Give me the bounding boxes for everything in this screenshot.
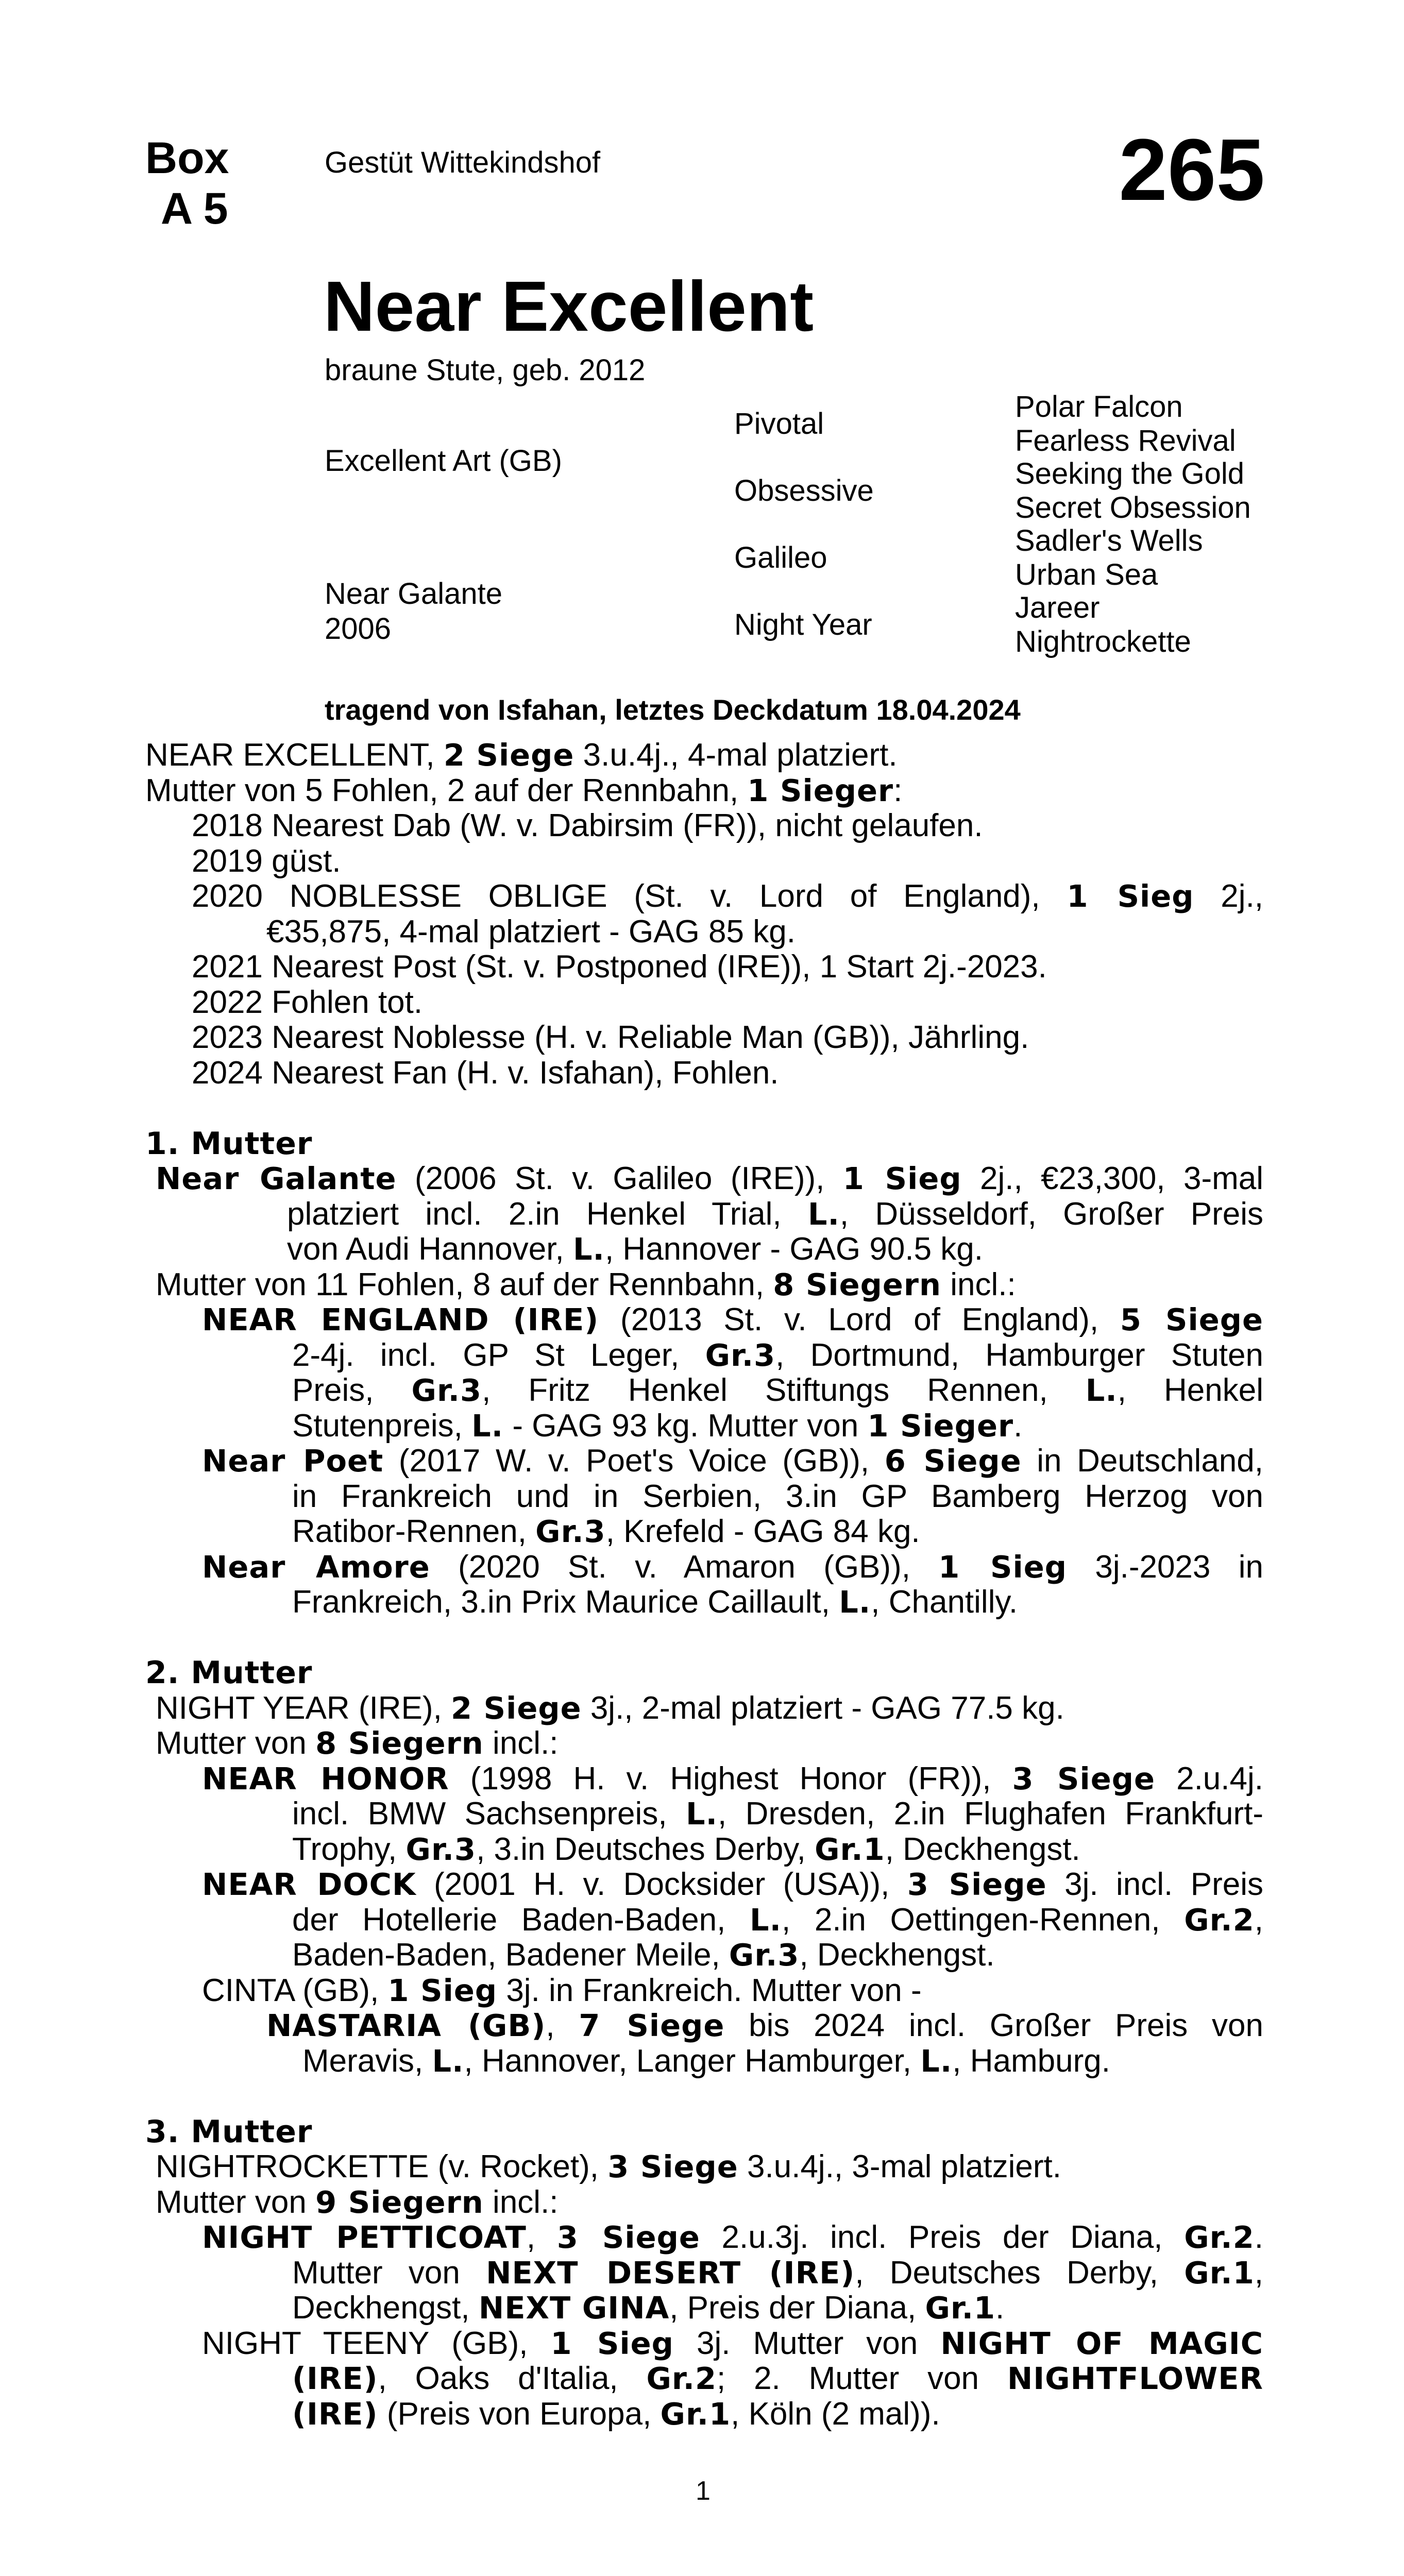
- bold-text: L.: [839, 1584, 871, 1620]
- covering-note: tragend von Isfahan, letztes Deckdatum 18.04.2024: [325, 693, 1021, 726]
- text-segment: 2024 Nearest Fan (H. v. Isfahan), Fohlen.: [192, 1055, 779, 1091]
- bold-text: Near Amore: [202, 1549, 430, 1585]
- text-segment: (2020 St. v. Amaron (GB)),: [430, 1549, 939, 1585]
- text-line: [145, 1973, 1263, 2009]
- text-segment: , Dortmund, Hamburger Stuten: [775, 1337, 1263, 1373]
- text-segment: , Chantilly.: [871, 1584, 1018, 1620]
- bold-text: L.: [807, 1196, 840, 1232]
- bold-text: 8 Siegern: [315, 1725, 484, 1761]
- bold-text: NEXT DESERT (IRE): [486, 2255, 855, 2291]
- text-line: [145, 2361, 1263, 2397]
- text-segment: Trophy,: [292, 1831, 406, 1867]
- text-segment: , Henkel: [1117, 1373, 1263, 1408]
- stud-name: Gestüt Wittekindshof: [325, 146, 601, 179]
- bold-text: Near Galante: [156, 1161, 397, 1196]
- text-line: [145, 1232, 1263, 1267]
- text-segment: 3j. Mutter von: [673, 2326, 941, 2361]
- text-segment: 2j., €23,300, 3-mal: [961, 1161, 1263, 1196]
- bold-text: 1 Sieg: [387, 1972, 498, 2008]
- bold-text: 1 Sieg: [1067, 879, 1194, 914]
- text-line: [145, 879, 1263, 914]
- text-line: [145, 1726, 1263, 1761]
- text-line: [145, 1444, 1263, 1479]
- bold-text: (IRE): [292, 2361, 378, 2396]
- text-segment: 2. Mutter: [145, 1655, 313, 1691]
- text-segment: 2-4j. incl. GP St Leger,: [292, 1337, 705, 1373]
- text-segment: NEAR EXCELLENT,: [145, 737, 444, 773]
- text-segment: CINTA (GB),: [202, 1972, 388, 2008]
- pedigree-sire: Excellent Art (GB): [325, 444, 562, 478]
- text-segment: 2022 Fohlen tot.: [192, 984, 423, 1020]
- text-segment: Deckhengst,: [292, 2290, 479, 2326]
- text-segment: 1. Mutter: [145, 1125, 313, 1162]
- text-segment: incl.:: [483, 2184, 559, 2220]
- bold-text: 3 Siege: [556, 2220, 700, 2255]
- text-segment: , Hannover, Langer Hamburger,: [464, 2043, 921, 2079]
- text-line: [145, 1056, 1263, 1091]
- text-segment: 2018 Nearest Dab (W. v. Dabirsim (FR)), nicht gelaufen.: [192, 808, 983, 843]
- section-heading: [145, 1655, 1263, 1691]
- text-segment: Frankreich, 3.in Prix Maurice Caillault,: [292, 1584, 839, 1620]
- text-segment: 2020 NOBLESSE OBLIGE (St. v. Lord of England),: [192, 879, 1067, 914]
- text-segment: , Dresden, 2.in Flughafen Frankfurt-: [718, 1797, 1263, 1832]
- text-segment: , Oaks d'Italia,: [378, 2361, 647, 2396]
- pedigree-gen2-2: Obsessive: [734, 474, 874, 507]
- bold-text: Gr.3: [705, 1337, 776, 1373]
- bold-text: Gr.1: [815, 1831, 885, 1867]
- text-segment: NIGHTROCKETTE (v. Rocket),: [156, 2149, 608, 2184]
- text-segment: platziert incl. 2.in Henkel Trial,: [287, 1196, 808, 1232]
- text-segment: incl.:: [483, 1725, 559, 1761]
- spacer: [145, 2079, 1263, 2114]
- bold-text: Gr.1: [1184, 2255, 1255, 2291]
- text-line: [145, 1409, 1263, 1444]
- text-segment: , Hamburg.: [952, 2043, 1110, 2079]
- text-line: [145, 1797, 1263, 1832]
- bold-text: L.: [432, 2043, 464, 2079]
- text-line: [145, 1161, 1263, 1197]
- pedigree-text: [145, 738, 1263, 2432]
- bold-text: 1 Sieger: [747, 772, 894, 808]
- text-segment: in Frankreich und in Serbien, 3.in GP Bamberg Herzog von: [292, 1479, 1263, 1514]
- text-line: [145, 2185, 1263, 2221]
- pedigree-gen3-5: Sadler's Wells: [1015, 524, 1203, 557]
- bold-text: 3 Siege: [907, 1867, 1047, 1902]
- text-segment: , Fritz Henkel Stiftungs Rennen,: [482, 1373, 1086, 1408]
- text-segment: von Audi Hannover,: [287, 1231, 573, 1267]
- text-line: [145, 2326, 1263, 2362]
- text-segment: incl.:: [941, 1266, 1016, 1302]
- pedigree-gen3-3: Seeking the Gold: [1015, 457, 1244, 490]
- text-line: [145, 2149, 1263, 2185]
- text-segment: 2023 Nearest Noblesse (H. v. Reliable Man (GB)), Jährling.: [192, 1020, 1029, 1055]
- bold-text: Gr.3: [535, 1514, 606, 1549]
- text-line: [145, 2044, 1263, 2079]
- text-line: [145, 1550, 1263, 1585]
- text-segment: Mutter von: [292, 2255, 486, 2291]
- pedigree-gen2-4: Night Year: [734, 608, 872, 641]
- text-segment: , Krefeld - GAG 84 kg.: [605, 1514, 920, 1549]
- text-segment: 3j.-2023 in: [1067, 1549, 1263, 1585]
- text-segment: Baden-Baden, Badener Meile,: [292, 1937, 729, 1973]
- pedigree-gen3-1: Polar Falcon: [1015, 390, 1183, 423]
- text-segment: 3.u.4j., 3-mal platziert.: [738, 2149, 1061, 2184]
- text-line: [145, 1514, 1263, 1550]
- text-segment: Mutter von: [156, 1725, 316, 1761]
- bold-text: 3 Siege: [1012, 1761, 1155, 1797]
- section-heading: [145, 1126, 1263, 1162]
- text-segment: , Düsseldorf, Großer Preis: [839, 1196, 1263, 1232]
- text-segment: 3.u.4j., 4-mal platziert.: [574, 737, 898, 773]
- text-line: [145, 1585, 1263, 1620]
- bold-text: 6 Siege: [884, 1444, 1022, 1479]
- text-line: [145, 773, 1263, 809]
- bold-text: NIGHTFLOWER: [1007, 2361, 1263, 2396]
- bold-text: Near Poet: [202, 1444, 384, 1479]
- lot-number: 265: [1119, 121, 1265, 219]
- text-segment: 2j.,: [1194, 879, 1263, 914]
- text-segment: ,: [1254, 2255, 1263, 2291]
- bold-text: NIGHT OF MAGIC: [940, 2326, 1263, 2361]
- text-segment: - GAG 93 kg. Mutter von: [503, 1408, 868, 1444]
- text-line: [145, 914, 1263, 950]
- bold-text: L.: [750, 1902, 782, 1938]
- horse-description: braune Stute, geb. 2012: [325, 353, 646, 387]
- bold-text: Gr.3: [729, 1937, 800, 1973]
- text-segment: 2021 Nearest Post (St. v. Postponed (IRE)), 1 Start 2j.-2023.: [192, 949, 1047, 985]
- text-line: [145, 2220, 1263, 2256]
- text-segment: (2017 W. v. Poet's Voice (GB)),: [383, 1444, 885, 1479]
- text-segment: , Deckhengst.: [799, 1937, 995, 1973]
- pedigree-gen3-4: Secret Obsession: [1015, 491, 1251, 524]
- box-label: Box: [145, 133, 229, 183]
- text-segment: ; 2. Mutter von: [717, 2361, 1007, 2396]
- pedigree-gen2-1: Pivotal: [734, 407, 824, 440]
- bold-text: NASTARIA (GB): [266, 2008, 546, 2043]
- pedigree-dam-year: 2006: [325, 612, 392, 646]
- bold-text: Gr.3: [411, 1373, 482, 1408]
- text-segment: NIGHT YEAR (IRE),: [156, 1690, 451, 1726]
- text-line: [145, 2291, 1263, 2326]
- bold-text: Gr.2: [1184, 1902, 1255, 1938]
- text-line: [145, 1267, 1263, 1303]
- text-segment: (2001 H. v. Docksider (USA)),: [416, 1867, 907, 1902]
- text-line: [145, 2256, 1263, 2291]
- text-segment: 3j. incl. Preis: [1046, 1867, 1263, 1902]
- pedigree-dam: Near Galante: [325, 577, 502, 611]
- text-segment: Preis,: [292, 1373, 412, 1408]
- bold-text: L.: [1085, 1373, 1118, 1408]
- text-segment: ,: [526, 2220, 557, 2255]
- text-segment: 2.u.4j.: [1155, 1761, 1263, 1797]
- text-line: [145, 1761, 1263, 1797]
- text-segment: (Preis von Europa,: [378, 2396, 661, 2432]
- bold-text: L.: [920, 2043, 953, 2079]
- text-segment: Mutter von 5 Fohlen, 2 auf der Rennbahn,: [145, 772, 748, 808]
- text-segment: Mutter von: [156, 2184, 316, 2220]
- text-segment: €35,875, 4-mal platziert - GAG 85 kg.: [266, 913, 796, 950]
- bold-text: 9 Siegern: [315, 2184, 484, 2220]
- bold-text: 1 Sieg: [938, 1549, 1067, 1585]
- bold-text: 3 Siege: [607, 2149, 738, 2184]
- text-line: [145, 1479, 1263, 1515]
- text-segment: bis 2024 incl. Großer Preis von: [724, 2008, 1263, 2043]
- text-segment: , 3.in Deutsches Derby,: [476, 1831, 815, 1867]
- pedigree-gen3-8: Nightrockette: [1015, 625, 1191, 658]
- pedigree-gen2-3: Galileo: [734, 541, 827, 574]
- text-segment: Meravis,: [302, 2043, 432, 2079]
- bold-text: NEAR DOCK: [202, 1867, 416, 1902]
- text-line: [145, 950, 1263, 985]
- bold-text: 2 Siege: [451, 1690, 582, 1726]
- text-segment: 2019 güst.: [192, 843, 341, 879]
- bold-text: 1 Sieger: [867, 1408, 1014, 1444]
- text-line: [145, 1020, 1263, 1056]
- pedigree-gen3-2: Fearless Revival: [1015, 424, 1236, 457]
- text-segment: ,: [1254, 1902, 1263, 1938]
- text-line: [145, 1338, 1263, 1374]
- text-line: [145, 1903, 1263, 1938]
- text-segment: .: [995, 2290, 1005, 2326]
- text-segment: 3. Mutter: [145, 2113, 313, 2150]
- pedigree-gen3-6: Urban Sea: [1015, 558, 1158, 591]
- page-number: 1: [696, 2476, 711, 2506]
- bold-text: Gr.2: [1184, 2220, 1255, 2255]
- bold-text: Gr.1: [660, 2396, 731, 2432]
- bold-text: Gr.3: [405, 1831, 477, 1867]
- text-segment: , Köln (2 mal)).: [731, 2396, 940, 2432]
- text-segment: Stutenpreis,: [292, 1408, 472, 1444]
- text-line: [145, 2397, 1263, 2432]
- text-segment: , Hannover - GAG 90.5 kg.: [604, 1231, 983, 1267]
- text-segment: Mutter von 11 Fohlen, 8 auf der Rennbahn,: [156, 1266, 773, 1302]
- text-segment: .: [1013, 1408, 1023, 1444]
- text-segment: 3j. in Frankreich. Mutter von -: [497, 1972, 922, 2008]
- text-line: [145, 844, 1263, 879]
- bold-text: Gr.1: [925, 2290, 996, 2326]
- text-line: [145, 1938, 1263, 1973]
- bold-text: 1 Sieg: [842, 1161, 962, 1196]
- text-segment: (2013 St. v. Lord of England),: [599, 1302, 1120, 1337]
- text-line: [145, 1302, 1263, 1338]
- section-heading: [145, 2114, 1263, 2150]
- text-line: [145, 1197, 1263, 1232]
- bold-text: L.: [572, 1231, 605, 1267]
- text-segment: ,: [546, 2008, 579, 2043]
- text-segment: , Deutsches Derby,: [855, 2255, 1185, 2291]
- spacer: [145, 1620, 1263, 1656]
- text-segment: :: [893, 772, 903, 808]
- text-segment: der Hotellerie Baden-Baden,: [292, 1902, 750, 1938]
- text-line: [145, 1867, 1263, 1903]
- bold-text: 8 Siegern: [773, 1266, 941, 1302]
- text-segment: 2.u.3j. incl. Preis der Diana,: [700, 2220, 1185, 2255]
- text-segment: NIGHT TEENY (GB),: [202, 2326, 551, 2361]
- bold-text: 7 Siege: [579, 2008, 725, 2043]
- text-segment: , Preis der Diana,: [669, 2290, 925, 2326]
- text-segment: incl. BMW Sachsenpreis,: [292, 1797, 686, 1832]
- text-segment: , Deckhengst.: [885, 1831, 1080, 1867]
- text-line: [145, 2008, 1263, 2044]
- bold-text: 5 Siege: [1120, 1302, 1263, 1337]
- text-line: [145, 738, 1263, 773]
- text-line: [145, 985, 1263, 1021]
- box-label-block: [145, 133, 229, 234]
- horse-name: Near Excellent: [324, 267, 814, 346]
- bold-text: NEAR HONOR: [202, 1761, 449, 1797]
- bold-text: NEXT GINA: [478, 2290, 670, 2326]
- text-segment: (1998 H. v. Highest Honor (FR)),: [449, 1761, 1012, 1797]
- spacer: [145, 1091, 1263, 1126]
- bold-text: 1 Sieg: [550, 2326, 674, 2361]
- text-segment: in Deutschland,: [1021, 1444, 1263, 1479]
- text-line: [145, 1373, 1263, 1409]
- text-segment: Ratibor-Rennen,: [292, 1514, 536, 1549]
- text-line: [145, 1691, 1263, 1726]
- text-segment: 3j., 2-mal platziert - GAG 77.5 kg.: [581, 1690, 1064, 1726]
- bold-text: (IRE): [292, 2396, 378, 2432]
- bold-text: L.: [471, 1408, 504, 1444]
- bold-text: NEAR ENGLAND (IRE): [202, 1302, 599, 1337]
- pedigree-gen3-7: Jareer: [1015, 591, 1100, 624]
- text-segment: , 2.in Oettingen-Rennen,: [782, 1902, 1185, 1938]
- box-number: A 5: [161, 184, 228, 233]
- bold-text: NIGHT PETTICOAT: [202, 2220, 527, 2255]
- text-line: [145, 808, 1263, 844]
- bold-text: 2 Siege: [443, 737, 574, 773]
- text-line: [145, 1832, 1263, 1868]
- bold-text: Gr.2: [646, 2361, 717, 2396]
- text-segment: .: [1254, 2220, 1263, 2255]
- text-segment: (2006 St. v. Galileo (IRE)),: [396, 1161, 843, 1196]
- bold-text: L.: [685, 1797, 718, 1832]
